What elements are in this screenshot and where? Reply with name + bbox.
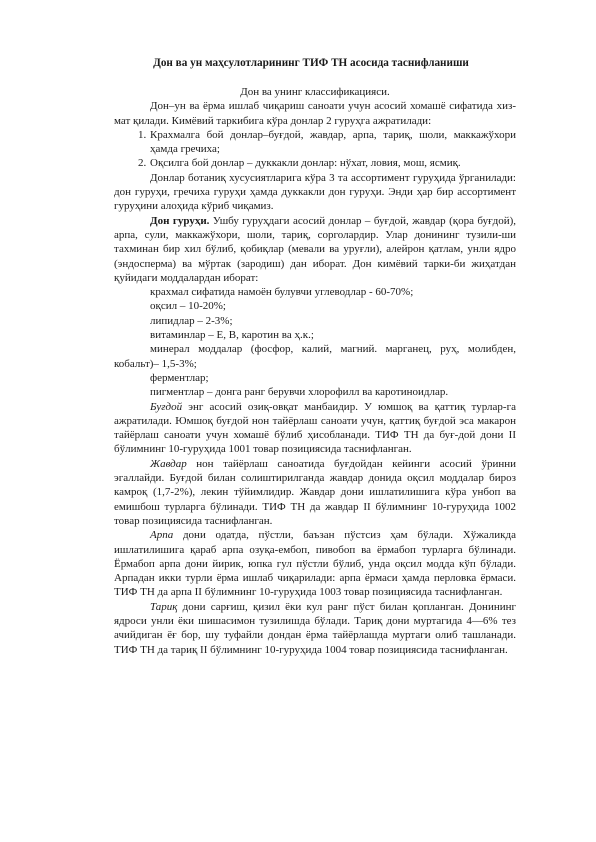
list-text: Оқсилга бой донлар – дуккакли донлар: нўхат, ловия, мош, ясмиқ. — [150, 157, 461, 170]
composition-item: крахмал сифатида намоён булувчи углеводлар - 60-70%; — [150, 286, 414, 299]
millet-term: Тариқ — [150, 600, 178, 613]
list-number: 1. — [138, 128, 147, 141]
composition-item-minerals: минерал моддалар (фосфор, калий, магний. марганец, руҳ, молибден, кобальт)– 1,5-3%; — [114, 343, 516, 370]
paragraph-botanical: Донлар ботаниқ хусусиятларига кўра 3 та ассортимент гуруҳида ўрганилади: дон гуруҳи, гречиха гуруҳи ҳамда дуккакли дон гуруҳи. Энди ҳар бир ассортимент гуруҳини алоҳида кўриб чиқамиз. — [114, 171, 516, 213]
rye-text: нон тайёрлаш саноатида буғдойдан кейинги асосий ўринни эгаллайди. Буғдой билан солиштирилганда жавдар донида оқсил моддалар бироз камроқ (1,7-2%), лекин тўйимлидир. Жавдар дони ишлатилишига кўра унбоп ва емишбош турларга бўлинади. ТИФ ТН да жавдар II бўлимнинг 10-гуруҳида 1002 товар позициясида таснифланган. — [114, 457, 516, 527]
wheat-text: энг асосий озиқ-овқат манбаидир. У юмшоқ ва қаттиқ турлар-га ажратилади. Юмшоқ буғдой нон тайёрлаш саноати учун, қаттиқ буғдой эса макарон тайёрлаш саноати учун хомашё бўлиб ҳисобланади. ТИФ ТН да буғ-дой дони II бўлимнинг 10-гуруҳида 1001 товар позициясида таснифланган. — [114, 400, 516, 456]
composition-item: оқсил – 10-20%; — [150, 300, 226, 313]
paragraph-intro: Дон–ун ва ёрма ишлаб чиқариш саноати учун асосий хомашё сифатида хиз-мат қилади. Кимёвий таркибига кўра донлар 2 гуруҳга ажратилади: — [114, 100, 516, 127]
grain-group-text: Ушбу гуруҳдаги асосий донлар – буғдой, жавдар (қора буғдой), арпа, сули, маккажўхори, шоли, тариқ, сорголардир. Улар донининг тузили-ши тахминан бир хил бўлиб, қобиқлар (мевали ва уруғли), алейрон қатлам, унли ядро (эндосперма) ва мўртак (зародиш) дан иборат. Дон кимёвий тарки-би жиҳатдан қуйидаги моддалардан иборат: — [114, 214, 517, 284]
paragraph-barley — [114, 528, 516, 599]
composition-item: пигментлар – донга ранг берувчи хлорофилл ва каротиноидлар. — [150, 386, 449, 399]
composition-item: витаминлар – Е, В, каротин ва ҳ.к.; — [150, 329, 314, 342]
list-number: 2. — [138, 157, 147, 170]
grain-classification-list — [114, 128, 516, 171]
list-item — [114, 156, 516, 170]
grain-group-heading: Дон гуруҳи. — [150, 214, 210, 227]
paragraph-grain-group — [114, 214, 516, 285]
composition-item: ферментлар; — [150, 371, 209, 384]
paragraph-millet — [114, 600, 516, 657]
barley-text: дони одатда, пўстли, баъзан пўстсиз ҳам бўлади. Хўжаликда ишлатилишига қараб арпа озуқа-ембоп, пивобоп ва ёрмабоп турларга бўлинади. Ёрмабоп арпа дони йирик, юпка гул пўстли бўлиб, унда оқсил модда кўп бўлади. Арпадан икки турли ёрма ишлаб чиқарилади: арпа ёрмаси ҳамда перловка ёрмаси. ТИФ ТН да арпа II бўлимнинг 10-гуруҳида 1003 товар позициясида таснифланган. — [114, 529, 516, 599]
list-text: Крахмалга бой донлар–буғдой, жавдар, арпа, тариқ, шоли, маккажўхори ҳамда гречиха; — [150, 128, 516, 156]
page-title: Дон ва ун маҳсулотларининг ТИФ ТН асосида таснифланиши — [153, 57, 469, 69]
rye-term: Жавдар — [150, 457, 187, 470]
paragraph-rye — [114, 457, 516, 528]
barley-term: Арпа — [150, 529, 174, 542]
section-subtitle: Дон ва унинг классификацияси. — [240, 86, 390, 98]
wheat-term: Буғдой — [150, 400, 183, 413]
composition-item: липидлар – 2-3%; — [150, 314, 233, 327]
list-item — [114, 128, 516, 157]
millet-text: дони сарғиш, қизил ёки кул ранг пўст билан қопланган. Донининг ядроси унли ёки шишасимон тузилишда бўлади. Тариқ дони муртагида 4—6% тез ачийдиган ёғ бор, шу туфайли дондан ёрма тайёрлашда муртаги олиб ташланади. ТИФ ТН да тариқ II бўлимнинг 10-гуруҳида 1004 товар позициясида таснифланган. — [114, 600, 516, 656]
paragraph-wheat — [114, 400, 516, 457]
